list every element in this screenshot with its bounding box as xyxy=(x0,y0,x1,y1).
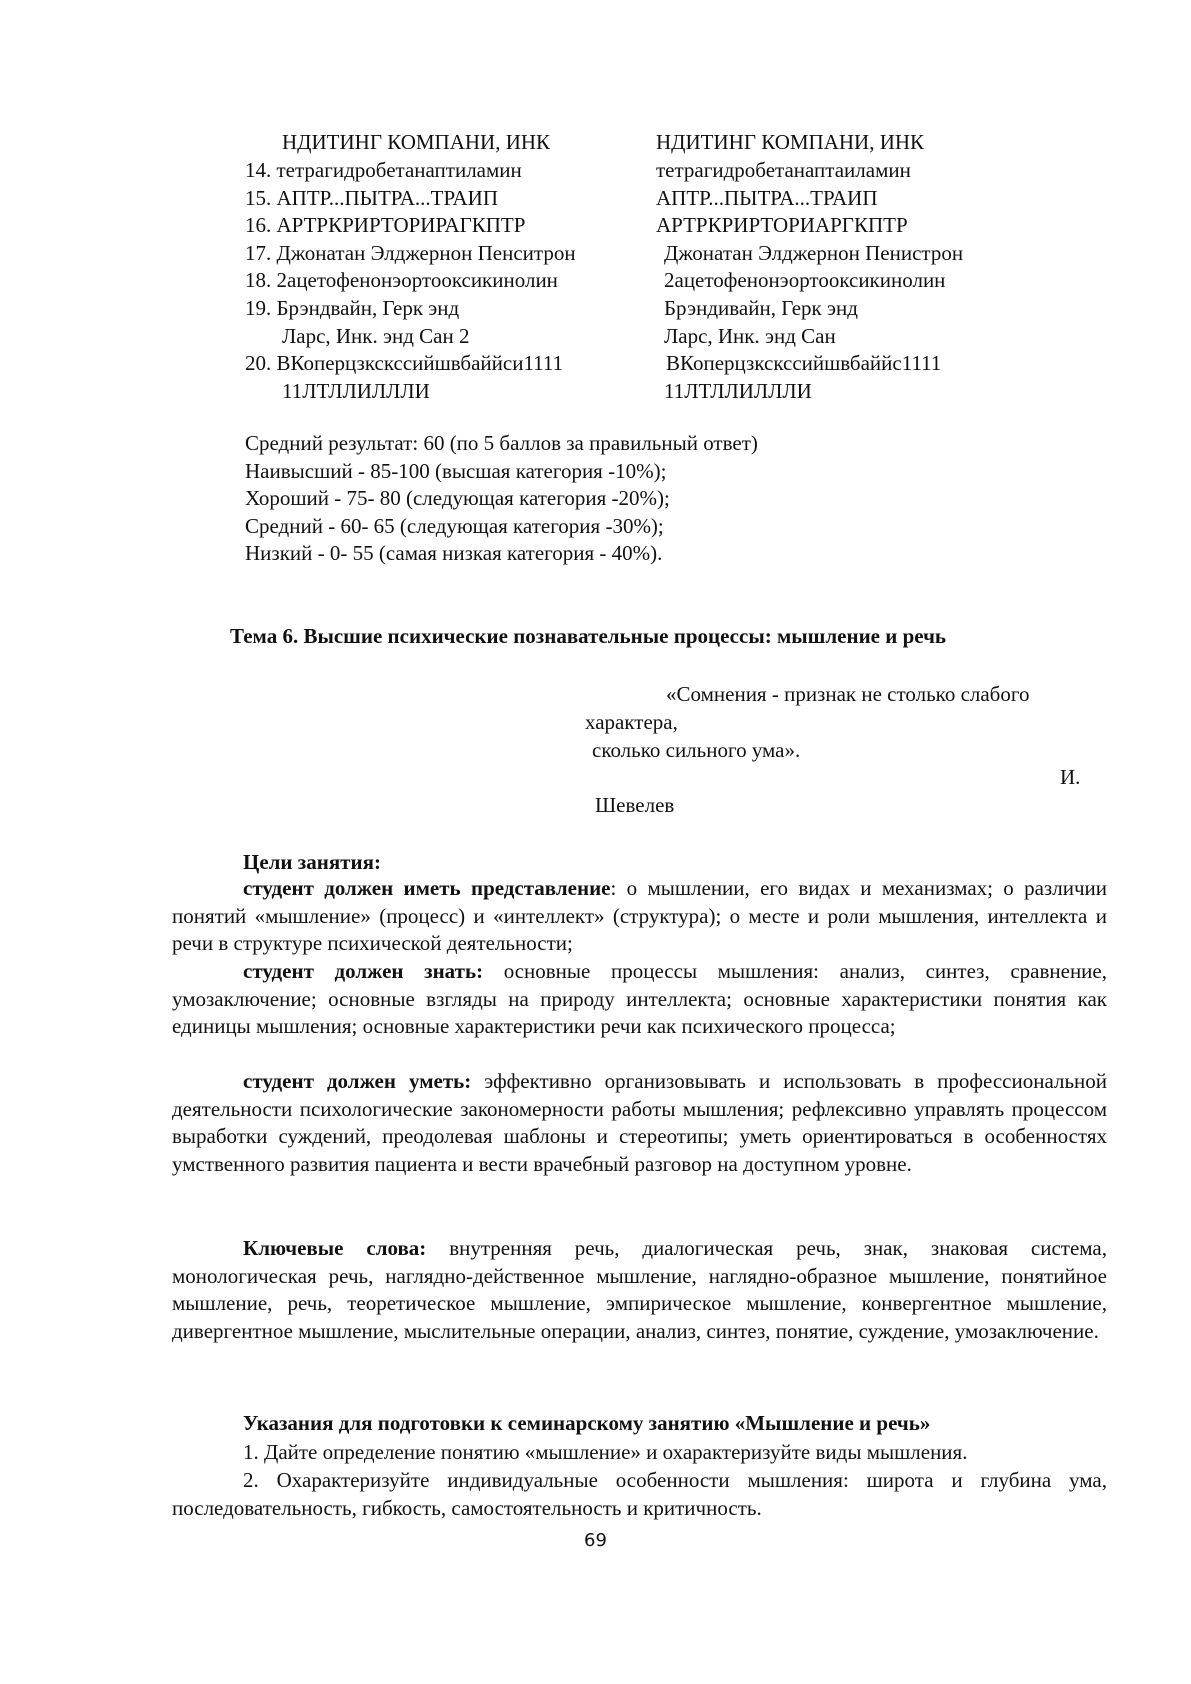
result-line: Средний - 60- 65 (следующая категория -30%); xyxy=(245,513,664,538)
topic-title: Тема 6. Высшие психические познавательные процессы: мышление и речь xyxy=(230,624,947,648)
list-item-left: 15. АПТР...ПЫТРА...ТРАИП xyxy=(245,186,498,210)
list-item-right: 11ЛТЛЛИЛЛЛИ xyxy=(664,379,812,403)
result-line: Хороший - 75- 80 (следующая категория -20%); xyxy=(245,486,670,510)
goals-text: эффективно организовывать и использовать в профессиональной деятельности психологические закономерности работы мышления; рефлексивно управлять процессом выработки суждений, преодолевая шаблоны и стереотипы; уметь ориентироваться в особенностях умственного развития пациента и вести врачебный разговор на доступном уровне. xyxy=(172,1069,1108,1176)
list-item-right: АРТРКРИРТОРИАРГКПТР xyxy=(656,213,908,237)
seminar-item: 2. Охарактеризуйте индивидуальные особенности мышления: широта и глубина ума, последовательность, гибкость, самостоятельность и критичность. xyxy=(172,1468,1107,1520)
list-item-left: 14. тетрагидробетанаптиламин xyxy=(245,158,522,182)
list-item-right: ВКоперцзкскссийшвбаййс1111 xyxy=(666,351,942,375)
goals-lead: студент должен уметь: xyxy=(243,1069,472,1093)
list-header-left: НДИТИНГ КОМПАНИ, ИНК xyxy=(282,130,551,154)
seminar-heading: Указания для подготовки к семинарскому занятию «Мышление и речь» xyxy=(243,1411,931,1435)
epigraph-line: сколько сильного ума». xyxy=(592,738,801,762)
goals-paragraph-represent xyxy=(172,875,1107,958)
list-item-right: тетрагидробетанаптаиламин xyxy=(656,158,911,182)
list-item-right: Джонатан Элджернон Пенистрон xyxy=(664,241,964,265)
list-item-right: Брэндивайн, Герк энд xyxy=(664,296,858,320)
seminar-item: 1. Дайте определение понятию «мышление» и охарактеризуйте виды мышления. xyxy=(243,1440,968,1464)
list-item-left: 11ЛТЛЛИЛЛЛИ xyxy=(282,379,430,403)
list-header-right: НДИТИНГ КОМПАНИ, ИНК xyxy=(656,130,925,154)
list-item-left: 19. Брэндвайн, Герк энд xyxy=(245,296,460,320)
keywords-paragraph xyxy=(172,1235,1107,1345)
goals-lead: студент должен знать: xyxy=(243,959,484,983)
list-item-left: 16. АРТРКРИРТОРИРАГКПТР xyxy=(245,213,526,237)
keywords-text: внутренняя речь, диалогическая речь, знак, знаковая система, монологическая речь, наглядно-действенное мышление, наглядно-образное мышление, понятийное мышление, речь, теоретическое мышление, эмпирическое мышление, конвергентное мышление, дивергентное мышление, мыслительные операции, анализ, синтез, понятие, суждение, умозаключение. xyxy=(172,1236,1107,1343)
result-line: Наивысший - 85-100 (высшая категория -10%); xyxy=(245,458,667,483)
result-line: Средний результат: 60 (по 5 баллов за правильный ответ) xyxy=(245,431,758,455)
list-item-left: 20. ВКоперцзкскссийшвбаййси1111 xyxy=(245,351,564,375)
goals-text: основные процессы мышления: анализ, синтез, сравнение, умозаключение; основные взгляды на природу интеллекта; основные характеристики понятия как единицы мышления; основные характеристики речи как психического процесса; xyxy=(172,959,1107,1038)
goals-paragraph-know xyxy=(172,958,1107,1041)
goals-paragraph-skills xyxy=(172,1068,1107,1178)
list-item-right: 2ацетофенонэортооксикинолин xyxy=(664,268,946,292)
epigraph-line: характера, xyxy=(585,710,678,734)
list-item-right: АПТР...ПЫТРА...ТРАИП xyxy=(656,186,878,210)
goals-heading: Цели занятия: xyxy=(243,850,381,874)
scoring-results xyxy=(245,430,758,568)
page-number: 69 xyxy=(584,1530,607,1551)
result-line: Низкий - 0- 55 (самая низкая категория - 40%). xyxy=(245,541,663,565)
list-item-left: 18. 2ацетофенонэортооксикинолин xyxy=(245,268,558,292)
keywords-lead: Ключевые слова: xyxy=(243,1236,427,1260)
epigraph-author-initial: И. xyxy=(1060,765,1081,789)
goals-text: : о мышлении, его видах и механизмах; о различии понятий «мышление» (процесс) и «интеллект» (структура); о месте и роли мышления, интеллекта и речи в структуре психической деятельности; xyxy=(172,876,1107,955)
epigraph-author-surname: Шевелев xyxy=(595,793,675,817)
goals-lead: студент должен иметь представление xyxy=(243,876,611,900)
epigraph-line: «Сомнения - признак не столько слабого xyxy=(666,682,1030,706)
list-item-right: Ларс, Инк. энд Сан xyxy=(664,324,836,348)
list-item-left: Ларс, Инк. энд Сан 2 xyxy=(282,324,470,348)
list-item-left: 17. Джонатан Элджернон Пенситрон xyxy=(245,241,576,265)
